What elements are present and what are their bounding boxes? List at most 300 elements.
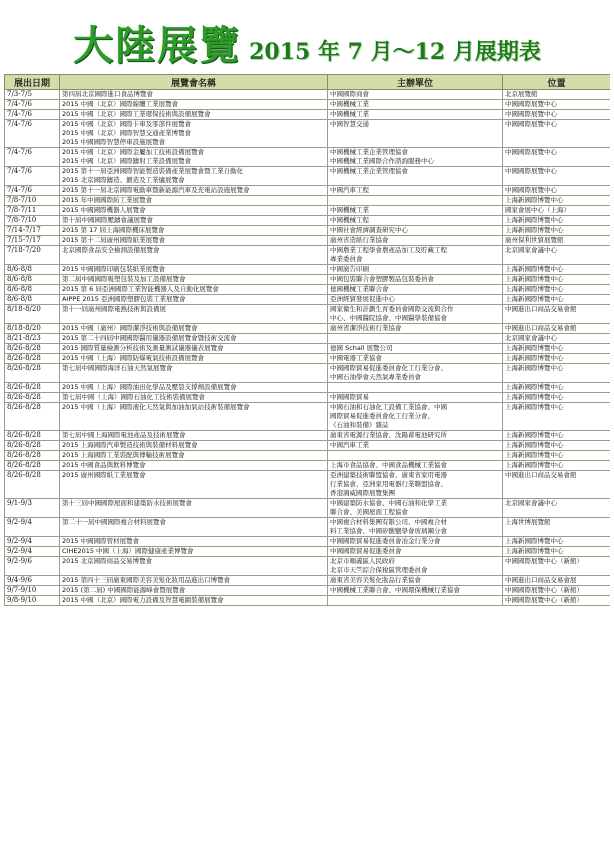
cell-venue xyxy=(503,557,611,576)
cell-organizer xyxy=(328,334,503,344)
venue-line: 北京國家會議中心 xyxy=(505,246,557,254)
cell-name xyxy=(60,305,328,324)
organizer-line: 廣州省潔淨技術行業協會 xyxy=(330,324,402,332)
cell-organizer xyxy=(328,295,503,305)
cell-venue xyxy=(503,305,611,324)
cell-organizer xyxy=(328,499,503,518)
venue-line: 中國國際展覽中心 xyxy=(505,186,557,194)
venue-line: 上海新國際博覽中心 xyxy=(505,196,564,204)
organizer-line: 《石油和裝備》雜誌 xyxy=(330,421,389,429)
cell-date: 9/2-9/4 xyxy=(5,537,60,547)
cell-venue xyxy=(503,148,611,167)
cell-name xyxy=(60,295,328,305)
cell-date: 8/18-8/20 xyxy=(5,305,60,324)
organizer-line: 中國國際貿易促進委員會 xyxy=(330,547,402,555)
cell-name xyxy=(60,148,328,167)
name-line: 2015 北京國際商品交易博覽會 xyxy=(62,557,153,565)
organizer-line: 中國石油和石油化工設備工業協會、中國 xyxy=(330,403,447,411)
organizer-line: 北京市天竺綜合保稅區管理委員會 xyxy=(330,566,428,574)
name-line: 2015 北京國際鑄造、鍛造及工業爐展覽會 xyxy=(62,176,185,184)
table-row xyxy=(5,354,611,364)
cell-date: 7/8-7/10 xyxy=(5,216,60,226)
organizer-line: 中國機械工業企業管理協會 xyxy=(330,167,408,175)
organizer-line: 中國國際貿易促進委員會化工行業分會、 xyxy=(330,364,447,372)
name-line: 2015 上海國際工業裝配與傳輸技術展覽會 xyxy=(62,451,185,459)
venue-line: 中國國際展覽中心 xyxy=(505,110,557,118)
cell-organizer xyxy=(328,186,503,196)
venue-line: 上海新國際博覽中心 xyxy=(505,285,564,293)
cell-venue xyxy=(503,383,611,393)
organizer-line: 行業協會、亞洲家用電器行業聯盟協會、 xyxy=(330,480,447,488)
venue-line: 上海新國際博覽中心 xyxy=(505,461,564,469)
venue-line: 北京展覽館 xyxy=(505,90,538,98)
venue-line: 中國國際展覽中心 xyxy=(505,120,557,128)
cell-name xyxy=(60,285,328,295)
cell-name xyxy=(60,90,328,100)
cell-organizer xyxy=(328,403,503,431)
venue-line: 國家會展中心（上海） xyxy=(505,206,570,214)
cell-date: 8/26-8/28 xyxy=(5,403,60,431)
organizer-line: 中國包裝聯合會塑膠製品包裝委員會 xyxy=(330,275,434,283)
table-row xyxy=(5,226,611,236)
cell-venue xyxy=(503,246,611,265)
table-row xyxy=(5,499,611,518)
cell-date: 7/14-7/17 xyxy=(5,226,60,236)
venue-line: 中國國際展覽中心（新館） xyxy=(505,596,583,604)
venue-line: 上海新國際博覽中心 xyxy=(505,441,564,449)
cell-name xyxy=(60,441,328,451)
name-line: 2015 第二十四屆中國國際醫用儀器設備展覽會暨技術交流會 xyxy=(62,334,237,342)
organizer-line: 中國國際商會 xyxy=(330,90,369,98)
organizer-line: 廣東省美容美髮化妝品行業協會 xyxy=(330,576,421,584)
table-row xyxy=(5,110,611,120)
cell-date: 8/26-8/28 xyxy=(5,393,60,403)
cell-organizer xyxy=(328,537,503,547)
cell-organizer xyxy=(328,344,503,354)
cell-venue xyxy=(503,216,611,226)
cell-date: 9/2-9/4 xyxy=(5,547,60,557)
cell-organizer xyxy=(328,206,503,216)
table-row xyxy=(5,167,611,186)
cell-organizer xyxy=(328,120,503,148)
cell-name xyxy=(60,246,328,265)
cell-name xyxy=(60,216,328,226)
header-name: 展覽會名稱 xyxy=(60,75,328,90)
name-line: 2015 中國國際管材展覽會 xyxy=(62,537,140,545)
cell-date: 7/4-7/6 xyxy=(5,186,60,196)
table-row xyxy=(5,216,611,226)
cell-name xyxy=(60,471,328,499)
cell-organizer xyxy=(328,216,503,226)
table-row xyxy=(5,383,611,393)
cell-organizer xyxy=(328,167,503,186)
cell-organizer xyxy=(328,236,503,246)
name-line: 2015 國際質量檢測分析技術及測量測試儀器儀表展覽會 xyxy=(62,344,224,352)
name-line: 2015 中國（北京）國際智慧交通產業博覽會 xyxy=(62,129,192,137)
name-line: 2015 中國（北京）國際鑄射工業設備展覽會 xyxy=(62,157,192,165)
page-title xyxy=(0,14,614,70)
organizer-line: 中國建築防水協會、中國石油和化學工業 xyxy=(330,499,447,507)
cell-name xyxy=(60,596,328,606)
cell-date: 9/2-9/6 xyxy=(5,557,60,576)
venue-line: 中國國際展覽中心 xyxy=(505,148,557,156)
cell-venue xyxy=(503,586,611,596)
table-row xyxy=(5,324,611,334)
venue-line: 上海新國際博覽中心 xyxy=(505,383,564,391)
name-line: 第十屆中國國際壓鑄會議展覽會 xyxy=(62,216,153,224)
name-line: 2015 中國（北京）國際線纜工業展覽會 xyxy=(62,100,179,108)
cell-date: 7/4-7/6 xyxy=(5,110,60,120)
name-line: 2015 第四十三屆廣東國際美容美髮化妝用品進出口博覽會 xyxy=(62,576,231,584)
cell-date: 8/26-8/28 xyxy=(5,431,60,441)
organizer-line: 香港鴻威國際展覽集團 xyxy=(330,489,395,497)
cell-name xyxy=(60,431,328,441)
cell-name xyxy=(60,265,328,275)
venue-line: 中國國際展覽中心（新館） xyxy=(505,557,583,565)
cell-organizer xyxy=(328,547,503,557)
table-row xyxy=(5,148,611,167)
cell-name xyxy=(60,334,328,344)
cell-venue xyxy=(503,471,611,499)
name-line: 第十三屆中國國際屋面和建築防水技術展覽會 xyxy=(62,499,192,507)
cell-organizer xyxy=(328,148,503,167)
table-row xyxy=(5,90,611,100)
name-line: 第七屆中國上海國際電池產品及技術展覽會 xyxy=(62,431,186,439)
table-row xyxy=(5,285,611,295)
cell-date: 9/1-9/3 xyxy=(5,499,60,518)
cell-date: 7/3-7/5 xyxy=(5,90,60,100)
cell-date: 8/26-8/28 xyxy=(5,461,60,471)
table-row xyxy=(5,537,611,547)
cell-venue xyxy=(503,120,611,148)
cell-date: 7/4-7/6 xyxy=(5,167,60,186)
organizer-line: 聯合會、美國屋面工程協會 xyxy=(330,508,408,516)
cell-date: 8/26-8/28 xyxy=(5,364,60,383)
header-organizer: 主辦單位 xyxy=(328,75,503,90)
cell-organizer xyxy=(328,596,503,606)
name-line: 2015 (第二屆) 中國國際能源峰會暨展覽會 xyxy=(62,586,186,594)
table-header-row xyxy=(5,75,611,90)
title-main: 大陸展覽 xyxy=(73,22,242,69)
cell-organizer xyxy=(328,518,503,537)
venue-line: 上海新國際博覽中心 xyxy=(505,226,564,234)
name-line: 2015 廣州國際紙工業展覽會 xyxy=(62,471,146,479)
venue-line: 上海新國際博覽中心 xyxy=(505,295,564,303)
organizer-line: 國家衛生和計劃生育委員會國際交流與合作 xyxy=(330,305,454,313)
table-row xyxy=(5,206,611,216)
cell-venue xyxy=(503,344,611,354)
cell-name xyxy=(60,167,328,186)
cell-name xyxy=(60,186,328,196)
name-line: 2015 上海國際汽車製造技術與裝備材料展覽會 xyxy=(62,441,198,449)
name-line: 2015 第十一屆北京國際電動車暨新能源汽車及充電站設施展覽會 xyxy=(62,186,250,194)
name-line: 北京國際食品安全檢測設備展覽會 xyxy=(62,246,160,254)
organizer-line: 中國社會經濟調查研究中心 xyxy=(330,226,408,234)
organizer-line: 亞洲建築技術聯盟協會、廣東省家用電器 xyxy=(330,471,447,479)
cell-venue xyxy=(503,461,611,471)
cell-venue xyxy=(503,236,611,246)
table-row xyxy=(5,364,611,383)
cell-venue xyxy=(503,196,611,206)
venue-line: 中國進出口商品交易會館 xyxy=(505,305,577,313)
cell-organizer xyxy=(328,431,503,441)
name-line: 第七屆中國國際海洋石油天然氣展覽會 xyxy=(62,364,173,372)
cell-organizer xyxy=(328,393,503,403)
cell-organizer xyxy=(328,576,503,586)
name-line: 2015 中國（北京）國際金屬加工技術設備展覽會 xyxy=(62,148,205,156)
cell-name xyxy=(60,403,328,431)
cell-organizer xyxy=(328,586,503,596)
venue-line: 上海新國際博覽中心 xyxy=(505,393,564,401)
cell-venue xyxy=(503,547,611,557)
cell-venue xyxy=(503,431,611,441)
title-subtitle: 2015 年 7 月～12 月展期表 xyxy=(249,39,541,65)
cell-organizer xyxy=(328,226,503,236)
table-row xyxy=(5,344,611,354)
venue-line: 中國進出口商品交易會展 xyxy=(505,576,577,584)
cell-name xyxy=(60,364,328,383)
cell-name xyxy=(60,518,328,537)
cell-venue xyxy=(503,518,611,537)
venue-line: 廣州保利世貿展覽館 xyxy=(505,236,564,244)
cell-date: 8/26-8/28 xyxy=(5,451,60,461)
organizer-line: 專業委員會 xyxy=(330,255,363,263)
cell-organizer xyxy=(328,364,503,383)
name-line: 2015 中國國際機器人展覽會 xyxy=(62,206,146,214)
cell-date: 7/8-7/11 xyxy=(5,206,60,216)
cell-date: 8/6-8/8 xyxy=(5,295,60,305)
cell-name xyxy=(60,236,328,246)
cell-name xyxy=(60,110,328,120)
name-line: CIHE2015 中國（上海）國際健康產業博覽會 xyxy=(62,547,194,555)
table-row xyxy=(5,275,611,285)
name-line: 2015 第 6 屆亞洲國際工業智能機器人及自動化展覽會 xyxy=(62,285,219,293)
organizer-line: 中國機械工業 xyxy=(330,110,369,118)
cell-date: 9/7-9/10 xyxy=(5,586,60,596)
name-line: 第二屆中國國際吸塑包裝及加工設備展覽會 xyxy=(62,275,186,283)
cell-organizer xyxy=(328,196,503,206)
venue-line: 中國國際展覽中心（新館） xyxy=(505,586,583,594)
cell-name xyxy=(60,461,328,471)
organizer-line: 德國 Schall 展覽公司 xyxy=(330,344,393,352)
cell-name xyxy=(60,344,328,354)
name-line: 2015 中國國際智慧停車設施展覽會 xyxy=(62,138,166,146)
venue-line: 中國進出口商品交易會館 xyxy=(505,471,577,479)
table-row xyxy=(5,471,611,499)
cell-name xyxy=(60,383,328,393)
organizer-line: 上海市食品協會、中國食品機械工業協會 xyxy=(330,461,447,469)
cell-name xyxy=(60,557,328,576)
table-row xyxy=(5,393,611,403)
table-row xyxy=(5,547,611,557)
organizer-line: 廣州省造紙行業協會 xyxy=(330,236,389,244)
cell-date: 7/18-7/20 xyxy=(5,246,60,265)
cell-date: 8/26-8/28 xyxy=(5,354,60,364)
cell-venue xyxy=(503,265,611,275)
organizer-line: 中國國際貿易促進委員會冶金行業分會 xyxy=(330,537,441,545)
venue-line: 北京國家會議中心 xyxy=(505,499,557,507)
organizer-line: 中國農業工程學會農產品加工及貯藏工程 xyxy=(330,246,447,254)
cell-date: 9/2-9/4 xyxy=(5,518,60,537)
venue-line: 上海新國際博覽中心 xyxy=(505,451,564,459)
name-line: 2015 中國（北京）國際工業環保技術與設備展覽會 xyxy=(62,110,211,118)
name-line: 2015 第 17 屆上海國際機床展覽會 xyxy=(62,226,165,234)
cell-venue xyxy=(503,364,611,383)
organizer-line: 中國智慧交通 xyxy=(330,120,369,128)
cell-venue xyxy=(503,354,611,364)
cell-date: 8/21-8/23 xyxy=(5,334,60,344)
organizer-line: 料工業協會、中國矽酸鹽學會玻璃鋼分會 xyxy=(330,527,447,535)
cell-organizer xyxy=(328,451,503,461)
organizer-line: 北京市順義區人民政府 xyxy=(330,557,395,565)
cell-organizer xyxy=(328,285,503,295)
cell-organizer xyxy=(328,246,503,265)
table-row xyxy=(5,196,611,206)
cell-date: 8/26-8/28 xyxy=(5,441,60,451)
cell-venue xyxy=(503,334,611,344)
header-venue: 位置 xyxy=(503,75,611,90)
cell-venue xyxy=(503,403,611,431)
cell-date: 8/26-8/28 xyxy=(5,344,60,354)
cell-date: 7/8-7/10 xyxy=(5,196,60,206)
organizer-line: 中國機械工業 xyxy=(330,206,369,214)
organizer-line: 中國汽車工業 xyxy=(330,441,369,449)
table-body xyxy=(5,90,611,606)
venue-line: 上海世博展覽館 xyxy=(505,518,551,526)
cell-date: 7/15-7/17 xyxy=(5,236,60,246)
organizer-line: 中國機械工程 xyxy=(330,216,369,224)
cell-organizer xyxy=(328,471,503,499)
organizer-line: 中國複合材料集團有限公司、中國複合材 xyxy=(330,518,447,526)
cell-name xyxy=(60,100,328,110)
cell-date: 7/4-7/6 xyxy=(5,120,60,148)
table-row xyxy=(5,334,611,344)
table-row xyxy=(5,236,611,246)
table-row xyxy=(5,431,611,441)
organizer-line: 中國國際貿易 xyxy=(330,393,369,401)
cell-name xyxy=(60,537,328,547)
name-line: 第四屆北京國際進口食品博覽會 xyxy=(62,90,153,98)
cell-organizer xyxy=(328,275,503,285)
organizer-line: 亞洲經貿發展促進中心 xyxy=(330,295,395,303)
name-line: 2015 中國（廣州）國際潔淨技術與設備展覽會 xyxy=(62,324,198,332)
cell-date: 8/26-8/28 xyxy=(5,383,60,393)
venue-line: 上海新國際博覽中心 xyxy=(505,431,564,439)
organizer-line: 中國機械工業企業管理協會 xyxy=(330,148,408,156)
table-row xyxy=(5,265,611,275)
cell-organizer xyxy=(328,110,503,120)
cell-venue xyxy=(503,110,611,120)
table-row xyxy=(5,461,611,471)
cell-organizer xyxy=(328,324,503,334)
cell-name xyxy=(60,576,328,586)
table-row xyxy=(5,451,611,461)
cell-organizer xyxy=(328,383,503,393)
exhibition-table xyxy=(4,74,610,606)
organizer-line: 中國電器工業協會 xyxy=(330,354,382,362)
name-line: 2015 中國（上海）國際防爆電氣技術設備展覽會 xyxy=(62,354,205,362)
venue-line: 上海新國際博覽中心 xyxy=(505,344,564,352)
cell-organizer xyxy=(328,354,503,364)
venue-line: 上海新國際博覽中心 xyxy=(505,537,564,545)
cell-date: 8/18-8/20 xyxy=(5,324,60,334)
cell-organizer xyxy=(328,100,503,110)
cell-name xyxy=(60,451,328,461)
name-line: 2015 第十二屆廣州國際紙業展覽會 xyxy=(62,236,166,244)
name-line: 2015 中國食品與飲料博覽會 xyxy=(62,461,146,469)
cell-date: 8/6-8/8 xyxy=(5,275,60,285)
organizer-line: 廣東省電源行業協會、沈陽蓄電池研究所 xyxy=(330,431,447,439)
cell-name xyxy=(60,499,328,518)
cell-name xyxy=(60,547,328,557)
name-line: 2015 中國（上海）國際液化天然氣與加油加氣站技術裝備展覽會 xyxy=(62,403,250,411)
cell-venue xyxy=(503,206,611,216)
cell-date: 9/4-9/6 xyxy=(5,576,60,586)
exhibition-table-container xyxy=(4,74,610,856)
venue-line: 中國國際展覽中心 xyxy=(505,100,557,108)
name-line: 2015 第十一屆亞洲國際智能製造裝備產業展覽會暨工業自動化 xyxy=(62,167,244,175)
cell-venue xyxy=(503,295,611,305)
cell-name xyxy=(60,354,328,364)
table-row xyxy=(5,100,611,110)
cell-name xyxy=(60,120,328,148)
cell-date: 8/6-8/8 xyxy=(5,285,60,295)
cell-venue xyxy=(503,324,611,334)
organizer-line: 中國汽車工程 xyxy=(330,186,369,194)
cell-date: 7/4-7/6 xyxy=(5,148,60,167)
cell-name xyxy=(60,226,328,236)
venue-line: 中國進出口商品交易會館 xyxy=(505,324,577,332)
cell-venue xyxy=(503,499,611,518)
cell-organizer xyxy=(328,441,503,451)
cell-venue xyxy=(503,596,611,606)
name-line: 第二十一屆中國國際複合材料展覽會 xyxy=(62,518,166,526)
name-line: 2015 中國（北京）國際卡車及零部件展覽會 xyxy=(62,120,192,128)
organizer-line: 中國機械工業聯合會、中國環保機械行業協會 xyxy=(330,586,460,594)
cell-name xyxy=(60,324,328,334)
venue-line: 上海新國際博覽中心 xyxy=(505,265,564,273)
cell-venue xyxy=(503,167,611,186)
table-row xyxy=(5,518,611,537)
table-row xyxy=(5,557,611,576)
cell-organizer xyxy=(328,90,503,100)
cell-date: 8/6-8/8 xyxy=(5,265,60,275)
table-row xyxy=(5,596,611,606)
cell-venue xyxy=(503,90,611,100)
table-row xyxy=(5,295,611,305)
cell-venue xyxy=(503,393,611,403)
table-row xyxy=(5,576,611,586)
venue-line: 上海新國際博覽中心 xyxy=(505,364,564,372)
table-row xyxy=(5,305,611,324)
cell-name xyxy=(60,393,328,403)
cell-organizer xyxy=(328,557,503,576)
table-row xyxy=(5,120,611,148)
name-line: 2015 中國（上海）國際油田化學品及壓裂支撐劑設備展覽會 xyxy=(62,383,237,391)
cell-date: 7/4-7/6 xyxy=(5,100,60,110)
name-line: 2015 中國國際印刷包裝紙業展覽會 xyxy=(62,265,166,273)
organizer-line: 德國機械工業聯合會 xyxy=(330,285,389,293)
organizer-line: 中國廣告印刷 xyxy=(330,265,369,273)
organizer-line: 中心、中國醫院協會、中國醫學裝備協會 xyxy=(330,314,447,322)
cell-venue xyxy=(503,441,611,451)
cell-name xyxy=(60,206,328,216)
name-line: AIPPE 2015 亞洲國際塑膠包裝工業展覽會 xyxy=(62,295,186,303)
table-row xyxy=(5,586,611,596)
organizer-line: 中國石油學會天然氣專業委員會 xyxy=(330,373,421,381)
cell-venue xyxy=(503,100,611,110)
table-row xyxy=(5,403,611,431)
